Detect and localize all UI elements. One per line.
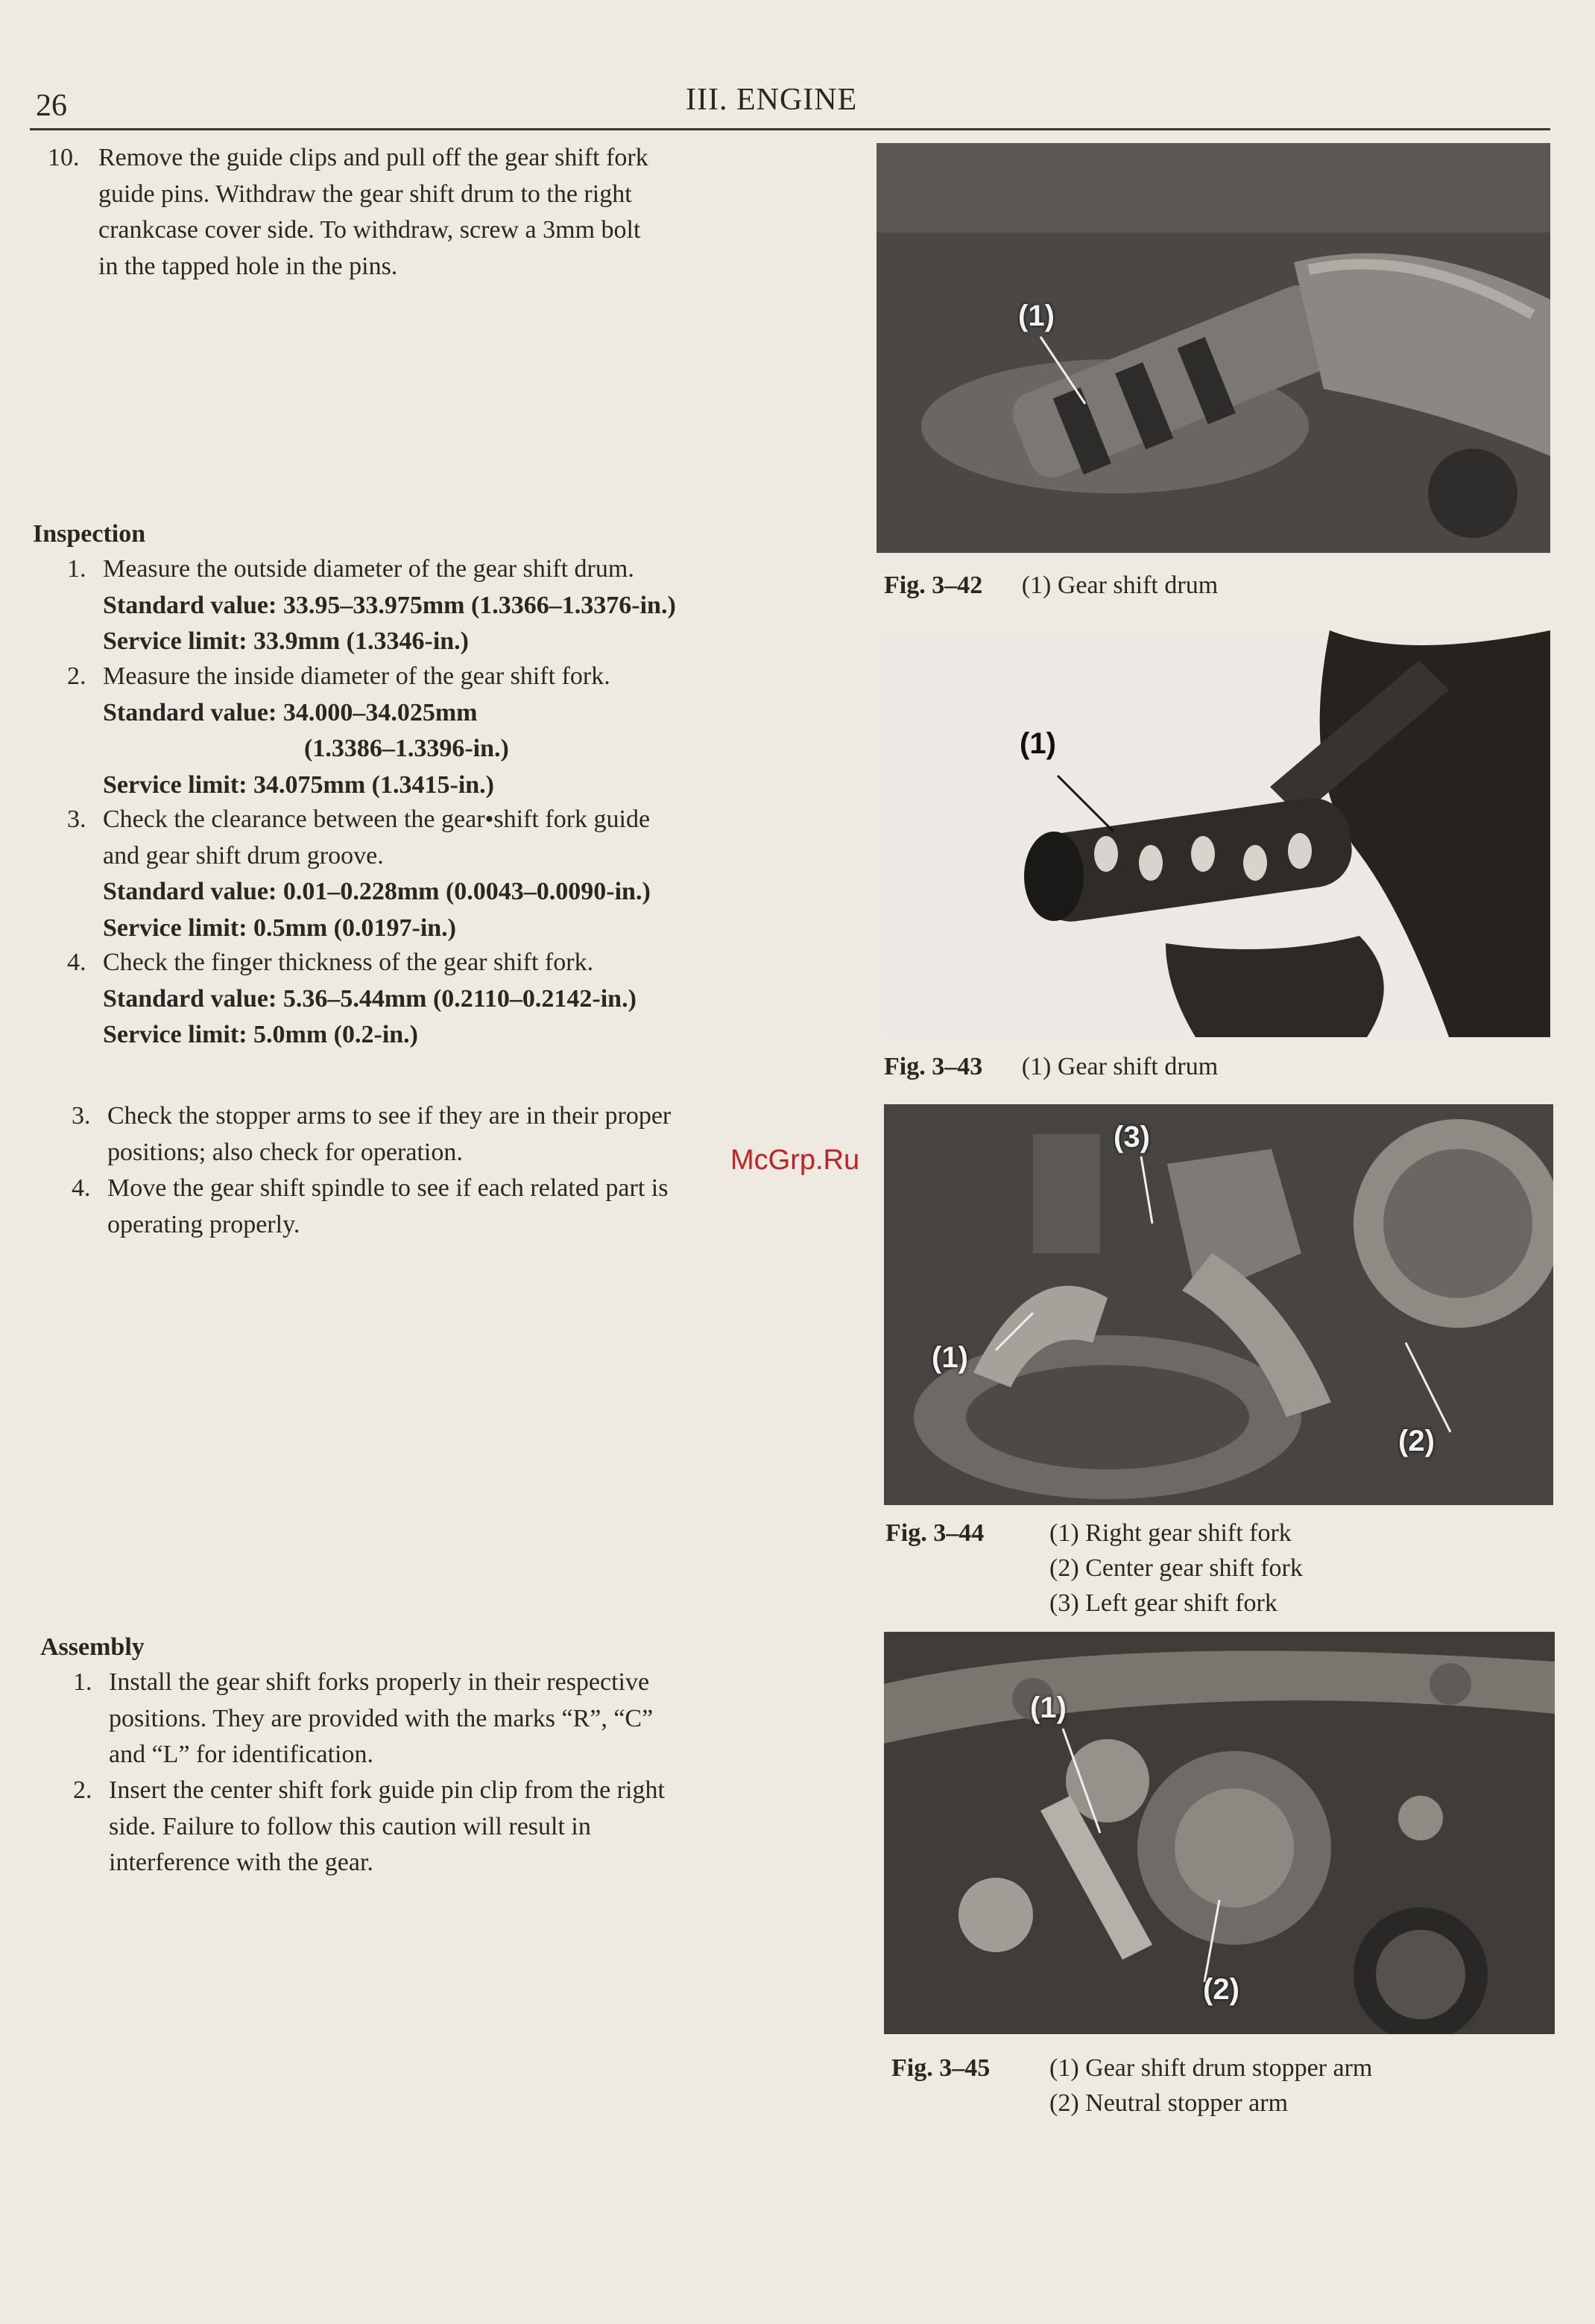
fig-3-44-text: (3) Left gear shift fork [1049, 1589, 1277, 1617]
item-number: 2. [73, 1776, 92, 1804]
item-number: 2. [67, 662, 86, 690]
fig-3-44-photo [884, 1104, 1553, 1505]
inspection-item-4 [103, 945, 637, 1054]
item-text: side. Failure to follow this caution will result in [109, 1812, 591, 1840]
item-number: 1. [67, 555, 86, 583]
step-10 [48, 140, 793, 289]
item-text: and “L” for identification. [109, 1741, 373, 1768]
fig-3-45-id: Fig. 3–45 [891, 2054, 991, 2082]
service-limit: Service limit: 0.5mm (0.0197-in.) [103, 914, 456, 942]
standard-value: Standard value: 34.000–34.025mm [103, 698, 478, 726]
fig-3-44-id: Fig. 3–44 [885, 1519, 985, 1547]
fig-3-43-photo [882, 630, 1550, 1037]
service-limit: Service limit: 5.0mm (0.2-in.) [103, 1021, 418, 1048]
item-number: 4. [72, 1174, 91, 1202]
item-text: and gear shift drum groove. [103, 841, 384, 870]
fig-3-44-text: (2) Center gear shift fork [1049, 1554, 1303, 1582]
step-10-line: Remove the guide clips and pull off the gear shift fork [98, 144, 648, 171]
inspection-item-2 [103, 659, 610, 803]
standard-value: Standard value: 5.36–5.44mm (0.2110–0.2142-in.) [103, 984, 637, 1013]
step-10-line: guide pins. Withdraw the gear shift drum to the right [98, 180, 632, 208]
item-text: Measure the inside diameter of the gear shift fork. [103, 662, 610, 690]
fig-3-42-label-1: (1) [1018, 300, 1055, 332]
page-number: 26 [36, 89, 67, 123]
fig-3-42-photo [877, 143, 1550, 553]
service-limit: Service limit: 33.9mm (1.3346-in.) [103, 627, 469, 655]
item-text: positions. They are provided with the marks “R”, “C” [109, 1704, 654, 1732]
item-text: positions; also check for operation. [107, 1138, 463, 1166]
fig-3-42-caption [884, 568, 1218, 603]
item-text: Measure the outside diameter of the gear shift drum. [103, 555, 634, 583]
fig-3-45-label-2: (2) [1203, 1973, 1239, 2006]
fig-3-45-text: (2) Neutral stopper arm [1049, 2089, 1289, 2117]
fig-3-43-id: Fig. 3–43 [884, 1053, 983, 1080]
assembly-list [73, 1665, 818, 1903]
item-text: Install the gear shift forks properly in their respective [109, 1668, 650, 1696]
inspection-item-3 [103, 802, 651, 946]
header-rule [30, 128, 1550, 130]
inspection-item-1 [103, 551, 676, 660]
inspection-list [67, 551, 812, 1058]
item-number: 1. [73, 1668, 92, 1696]
step-10-line: crankcase cover side. To withdraw, screw a 3mm bolt [98, 216, 641, 244]
fig-3-42-id: Fig. 3–42 [884, 571, 983, 599]
service-limit: Service limit: 34.075mm (1.3415-in.) [103, 770, 494, 799]
standard-value: Standard value: 33.95–33.975mm (1.3366–1.3376-in.) [103, 591, 676, 619]
fig-3-44-label-3: (3) [1114, 1121, 1150, 1153]
standard-value: Standard value: 0.01–0.228mm (0.0043–0.0090-in.) [103, 878, 651, 905]
fig-3-43-label-1: (1) [1020, 727, 1056, 760]
watermark: McGrp.Ru [730, 1144, 860, 1176]
item-text: Check the clearance between the gear•shift fork guide [103, 805, 651, 833]
item-text: operating properly. [107, 1210, 300, 1238]
item-number: 3. [72, 1102, 91, 1130]
item-number: 4. [67, 949, 86, 976]
fig-3-45-label-1: (1) [1030, 1691, 1067, 1724]
assembly-heading: Assembly [40, 1633, 145, 1661]
fig-3-44-label-1: (1) [932, 1341, 968, 1374]
item-text: interference with the gear. [109, 1849, 373, 1876]
item-text: Move the gear shift spindle to see if each related part is [107, 1174, 669, 1202]
fig-3-42-text: (1) Gear shift drum [1021, 571, 1219, 599]
fig-3-45-text: (1) Gear shift drum stopper arm [1049, 2054, 1373, 2082]
item-text: Check the stopper arms to see if they are in their proper [107, 1102, 672, 1130]
fig-3-43-text: (1) Gear shift drum [1021, 1053, 1219, 1080]
chapter-title: III. ENGINE [686, 83, 858, 117]
item-text: Insert the center shift fork guide pin clip from the right [109, 1776, 665, 1804]
standard-value-inches: (1.3386–1.3396-in.) [304, 735, 509, 762]
item-number: 3. [67, 805, 86, 833]
step-10-line: in the tapped hole in the pins. [98, 252, 398, 280]
fig-3-44-label-2: (2) [1398, 1425, 1435, 1457]
fig-3-44-text: (1) Right gear shift fork [1049, 1519, 1292, 1547]
fig-3-45-photo [884, 1632, 1555, 2034]
item-text: Check the finger thickness of the gear shift fork. [103, 949, 594, 976]
stopper-checks [72, 1098, 817, 1247]
inspection-heading: Inspection [33, 520, 146, 548]
fig-3-43-caption [884, 1049, 1218, 1084]
step-10-number: 10. [48, 144, 80, 171]
